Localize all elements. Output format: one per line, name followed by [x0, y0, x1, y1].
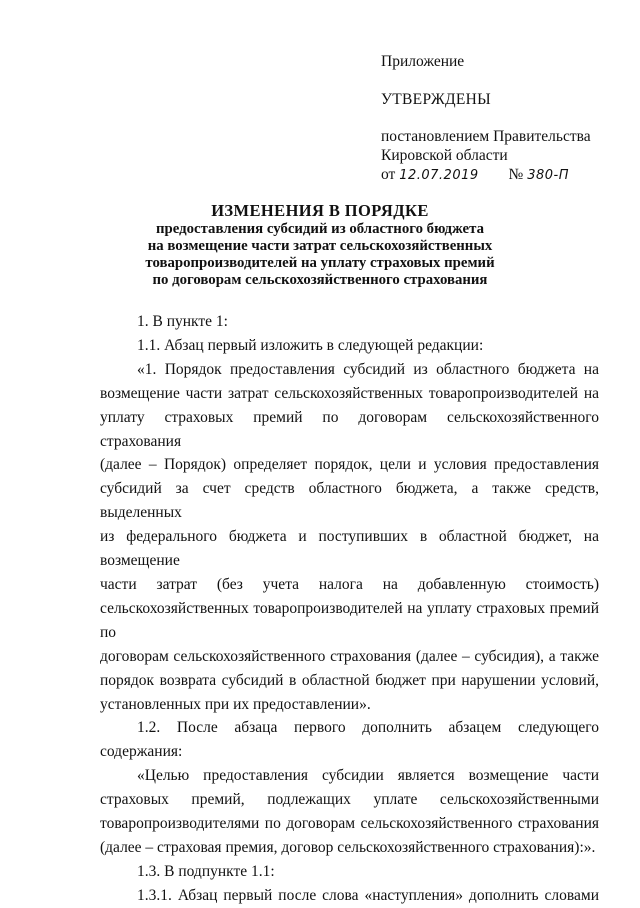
approved-label: УТВЕРЖДЕНЫ [381, 91, 491, 108]
quoted-paragraph-1 [100, 358, 599, 717]
appendix-label: Приложение [381, 53, 465, 70]
text-line: части затрат (без учета налога на добавленную стоимость) [100, 575, 599, 593]
title-main: ИЗМЕНЕНИЯ В ПОРЯДКЕ [211, 201, 429, 220]
paragraph-1-1: 1.1. Абзац первый изложить в следующей редакции: [137, 336, 484, 354]
handwritten-date: 12.07.2019 [399, 168, 479, 183]
paragraph-1-3-1: 1.3.1. Абзац первый после слова «наступления» дополнить словами [137, 886, 599, 904]
title-line: предоставления субсидий из областного бюджета [156, 221, 484, 237]
text-line: «Целью предоставления субсидии является возмещение части [137, 767, 599, 785]
text-line: (далее – Порядок) определяет порядок, цели и условия предоставления [100, 456, 599, 474]
text-line: страховых премий, подлежащих уплате сельскохозяйственными [100, 791, 599, 809]
resolution-date-line [381, 165, 621, 185]
region-line: Кировской области [381, 147, 508, 164]
text-line: «1. Порядок предоставления субсидий из областного бюджета на [137, 360, 599, 378]
date-prefix: от [381, 166, 396, 183]
text-line: порядок возврата субсидий в областной бюджет при нарушении условий, [100, 671, 599, 689]
text-line: из федерального бюджета и поступивших в областной бюджет, на возмещение [100, 528, 599, 570]
title-line: товаропроизводителей на уплату страховых премий [145, 255, 495, 271]
paragraph-1-3: 1.3. В подпункте 1.1: [137, 862, 275, 880]
text-line: товаропроизводителями по договорам сельскохозяйственного страхования [100, 815, 599, 833]
text-line: возмещение части затрат сельскохозяйственных товаропроизводителей на [100, 384, 599, 402]
text-line: (далее – страховая премия, договор сельскохозяйственного страхования):». [100, 838, 596, 856]
text-line: установленных при их предоставлении». [100, 695, 371, 713]
text-line: уплату страховых премий по договорам сельскохозяйственного страхования [100, 408, 599, 450]
quoted-paragraph-2 [100, 764, 599, 860]
number-label: № [508, 166, 524, 183]
document-title [100, 201, 540, 289]
text-line: субсидий за счет средств областного бюджета, а также средств, выделенных [100, 480, 599, 522]
handwritten-number: 380-П [527, 168, 569, 183]
approval-stamp-block [381, 52, 621, 185]
text-line: сельскохозяйственных товаропроизводителей на уплату страховых премий по [100, 599, 599, 641]
paragraph-1: 1. В пункте 1: [137, 313, 228, 330]
title-line: на возмещение части затрат сельскохозяйственных [147, 238, 493, 254]
approved-by-line: постановлением Правительства [381, 128, 591, 145]
paragraph-1-2: 1.2. После абзаца первого дополнить абзацем следующего содержания: [100, 719, 599, 761]
text-line: договорам сельскохозяйственного страхования (далее – субсидия), а также [100, 647, 599, 665]
title-line: по договорам сельскохозяйственного страхования [152, 272, 488, 288]
document-body [100, 310, 599, 908]
